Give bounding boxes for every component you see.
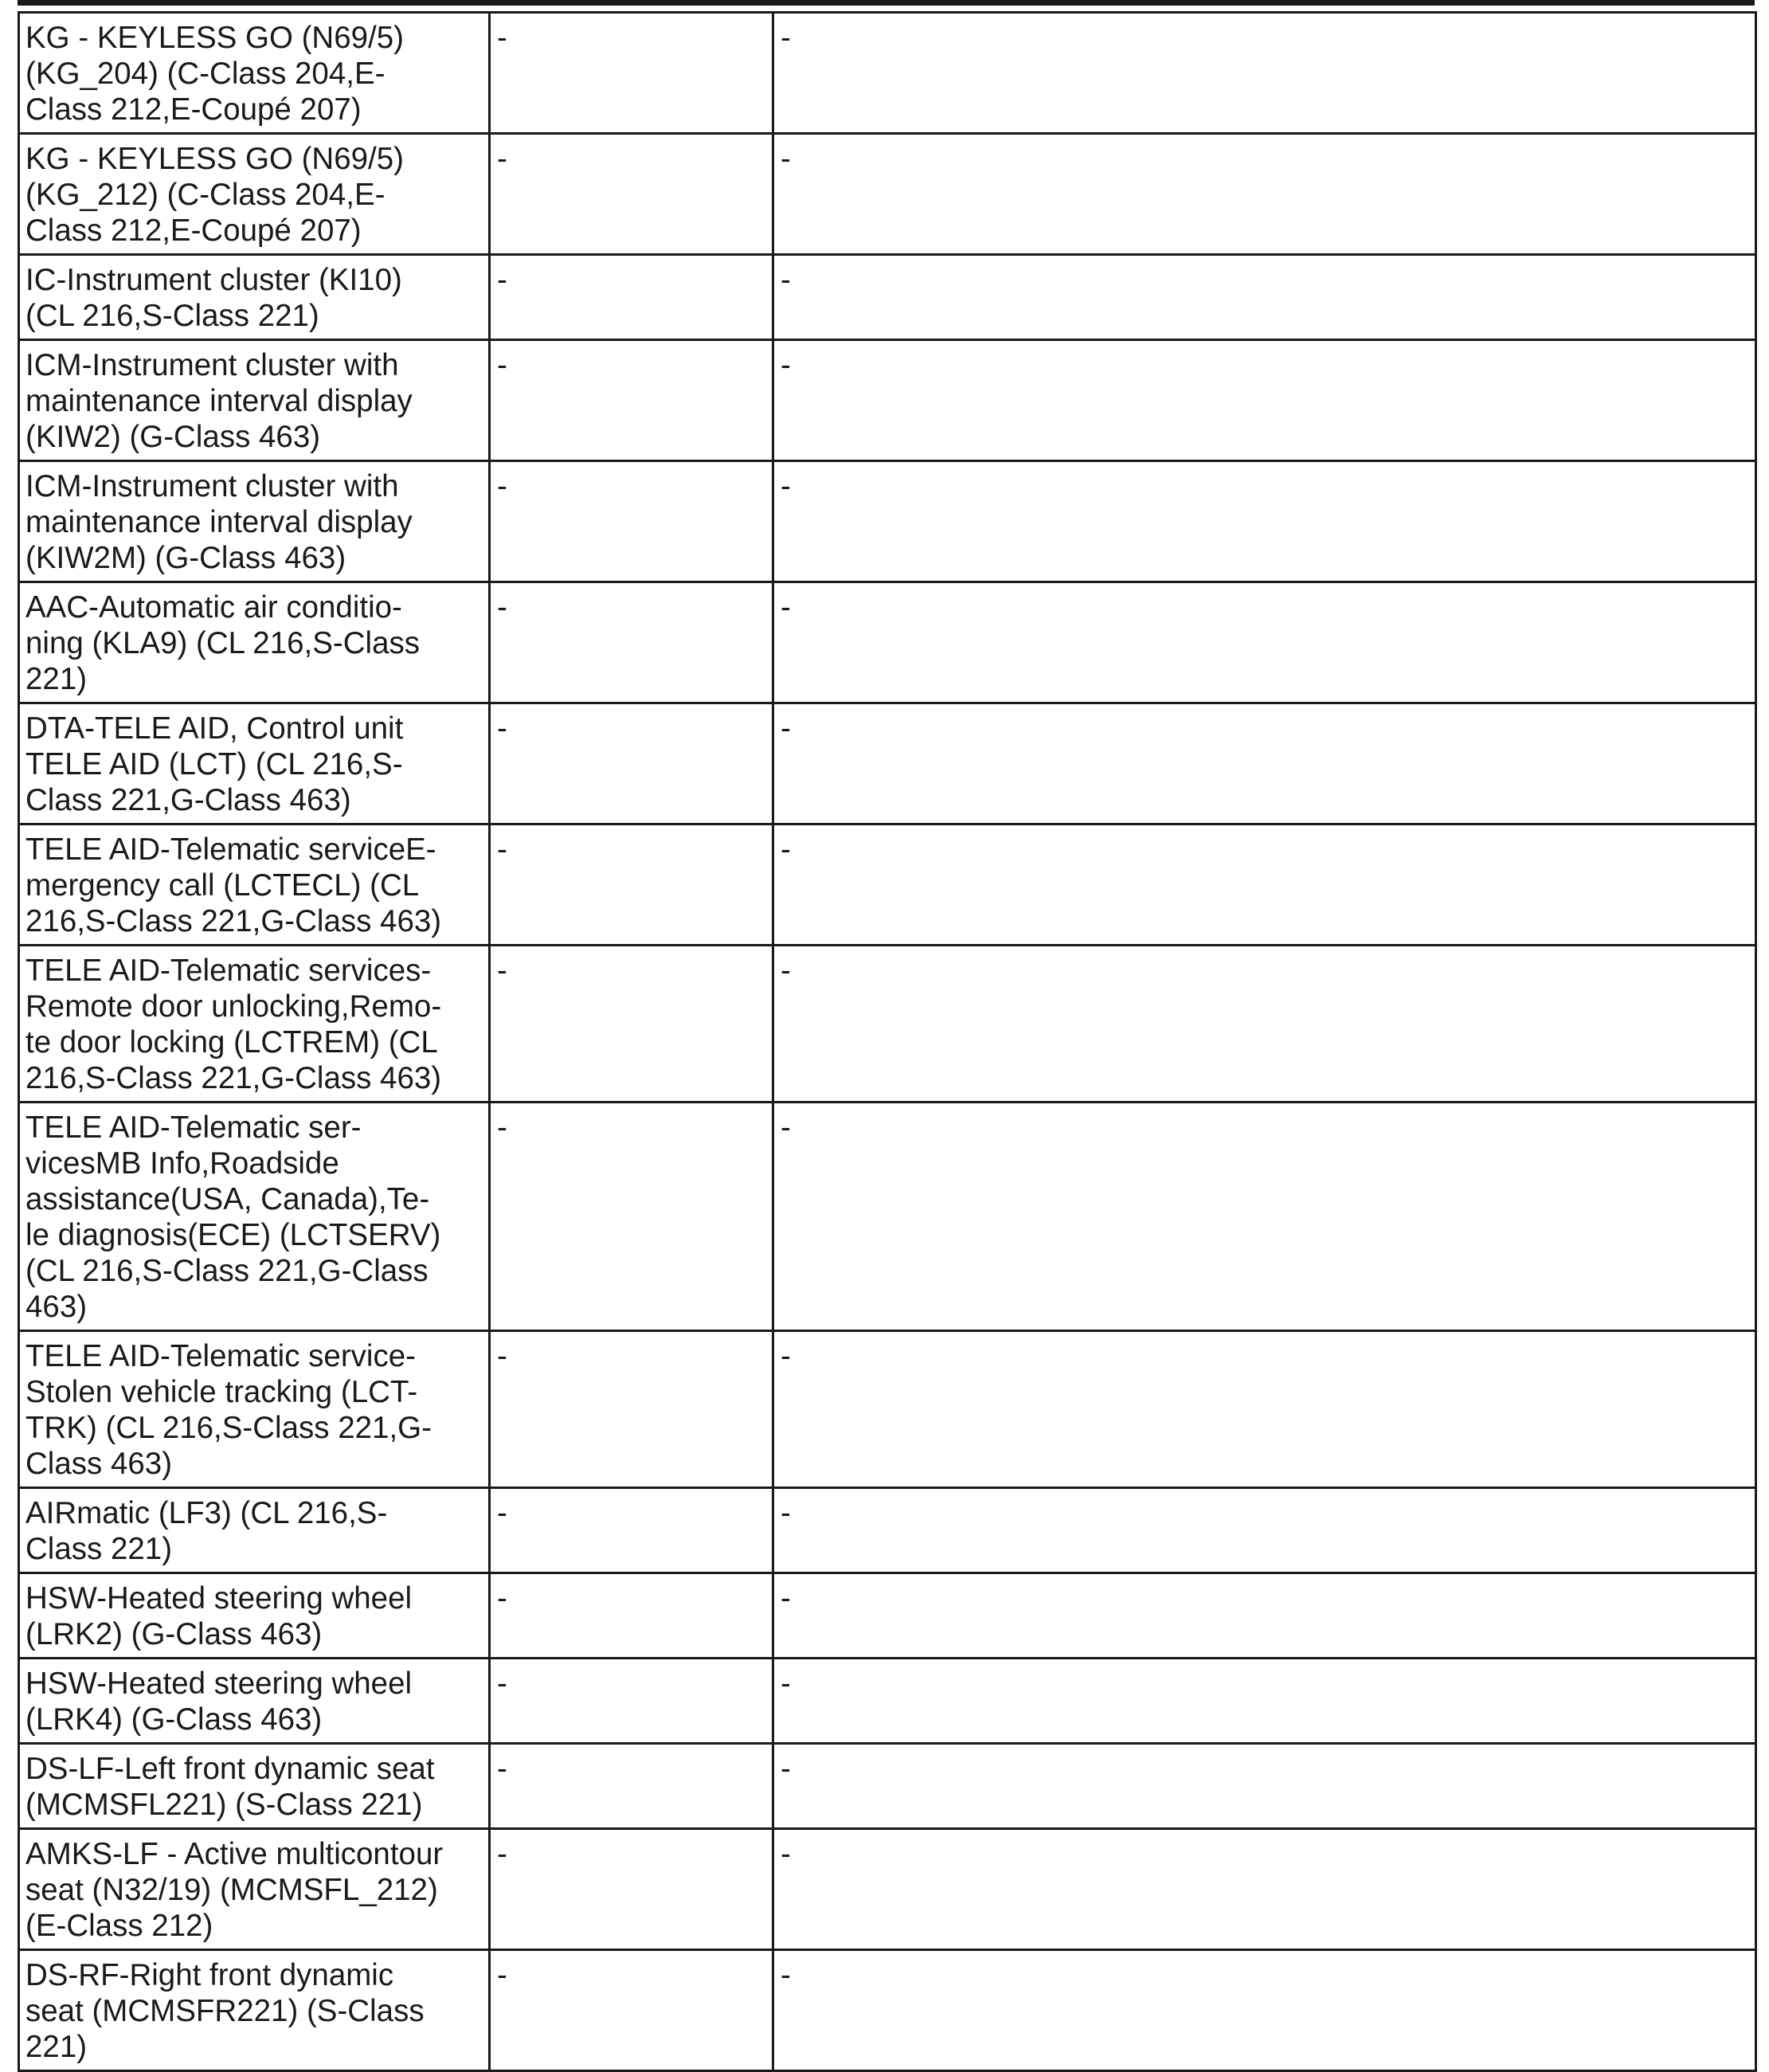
cell-line: Stolen vehicle tracking (LCT- — [25, 1375, 418, 1409]
control-unit-cell — [19, 1103, 490, 1331]
value-cell: - — [773, 134, 1756, 255]
table-row — [19, 1950, 1756, 2071]
control-unit-cell — [19, 340, 490, 461]
cell-line: TELE AID-Telematic serviceE- — [25, 832, 436, 867]
value-cell: - — [490, 1950, 773, 2071]
top-rule — [18, 0, 1755, 6]
value-cell: - — [490, 946, 773, 1103]
cell-line: 216,S-Class 221,G-Class 463) — [25, 1061, 442, 1095]
value-cell: - — [773, 255, 1756, 340]
cell-line: Class 212,E-Coupé 207) — [25, 92, 362, 127]
cell-line: (MCMSFL221) (S-Class 221) — [25, 1788, 423, 1822]
cell-line: IC-Instrument cluster (KI10) — [25, 263, 402, 297]
value-cell: - — [773, 1103, 1756, 1331]
value-cell: - — [773, 461, 1756, 582]
cell-line: (KIW2M) (G-Class 463) — [25, 541, 346, 575]
cell-line: 463) — [25, 1290, 88, 1324]
value-cell: - — [773, 1573, 1756, 1659]
control-unit-cell — [19, 255, 490, 340]
cell-line: maintenance interval display — [25, 384, 413, 418]
cell-line: te door locking (LCTREM) (CL — [25, 1025, 438, 1060]
cell-line: TELE AID-Telematic services- — [25, 954, 432, 988]
cell-line: le diagnosis(ECE) (LCTSERV) — [25, 1218, 441, 1252]
value-cell: - — [773, 1829, 1756, 1950]
value-cell: - — [773, 582, 1756, 703]
value-cell: - — [773, 1331, 1756, 1488]
table-row — [19, 255, 1756, 340]
cell-line: (E-Class 212) — [25, 1909, 213, 1943]
value-cell: - — [490, 13, 773, 134]
table-row — [19, 824, 1756, 946]
cell-line: ning (KLA9) (CL 216,S-Class — [25, 626, 421, 660]
value-cell: - — [490, 824, 773, 946]
cell-line: ICM-Instrument cluster with — [25, 469, 399, 503]
table-row — [19, 946, 1756, 1103]
control-unit-cell — [19, 1331, 490, 1488]
cell-line: ICM-Instrument cluster with — [25, 348, 399, 382]
cell-line: Class 212,E-Coupé 207) — [25, 213, 362, 248]
cell-line: (CL 216,S-Class 221) — [25, 299, 319, 333]
value-cell: - — [490, 582, 773, 703]
cell-line: KG - KEYLESS GO (N69/5) — [25, 142, 404, 176]
cell-line: HSW-Heated steering wheel — [25, 1581, 413, 1616]
table-row — [19, 703, 1756, 824]
table-row — [19, 340, 1756, 461]
table-row — [19, 1488, 1756, 1573]
control-unit-cell — [19, 13, 490, 134]
control-unit-cell — [19, 461, 490, 582]
cell-line: vicesMB Info,Roadside — [25, 1146, 339, 1181]
value-cell: - — [490, 1659, 773, 1744]
cell-line: DTA-TELE AID, Control unit — [25, 711, 404, 746]
cell-line: mergency call (LCTECL) (CL — [25, 868, 420, 903]
value-cell: - — [490, 461, 773, 582]
cell-line: KG - KEYLESS GO (N69/5) — [25, 21, 404, 55]
cell-line: 221) — [25, 662, 88, 696]
cell-line: Remote door unlocking,Remo- — [25, 989, 442, 1024]
value-cell: - — [773, 1744, 1756, 1829]
cell-line: TRK) (CL 216,S-Class 221,G- — [25, 1411, 432, 1445]
value-cell: - — [773, 340, 1756, 461]
value-cell: - — [773, 1659, 1756, 1744]
value-cell: - — [490, 1744, 773, 1829]
control-unit-cell — [19, 1829, 490, 1950]
control-unit-cell — [19, 1573, 490, 1659]
cell-line: HSW-Heated steering wheel — [25, 1667, 413, 1701]
control-unit-cell — [19, 582, 490, 703]
control-unit-cell — [19, 946, 490, 1103]
value-cell: - — [773, 946, 1756, 1103]
cell-line: AIRmatic (LF3) (CL 216,S- — [25, 1496, 388, 1530]
cell-line: Class 463) — [25, 1447, 173, 1481]
control-unit-table — [18, 11, 1757, 2072]
value-cell: - — [490, 1331, 773, 1488]
control-unit-cell — [19, 1950, 490, 2071]
cell-line: 216,S-Class 221,G-Class 463) — [25, 904, 442, 938]
control-unit-cell — [19, 1744, 490, 1829]
cell-line: 221) — [25, 2030, 88, 2064]
table-row — [19, 13, 1756, 134]
value-cell: - — [490, 1103, 773, 1331]
table-row — [19, 134, 1756, 255]
table-row — [19, 1829, 1756, 1950]
value-cell: - — [490, 703, 773, 824]
cell-line: TELE AID-Telematic service- — [25, 1339, 416, 1373]
control-unit-cell — [19, 703, 490, 824]
cell-line: (KG_204) (C-Class 204,E- — [25, 57, 386, 91]
table-body — [19, 13, 1756, 2071]
value-cell: - — [490, 340, 773, 461]
control-unit-cell — [19, 134, 490, 255]
cell-line: AAC-Automatic air conditio- — [25, 590, 402, 625]
value-cell: - — [773, 1950, 1756, 2071]
cell-line: AMKS-LF - Active multicontour — [25, 1837, 444, 1871]
table-row — [19, 1659, 1756, 1744]
cell-line: seat (MCMSFR221) (S-Class — [25, 1994, 425, 2028]
control-unit-cell — [19, 1659, 490, 1744]
cell-line: Class 221,G-Class 463) — [25, 783, 351, 817]
cell-line: (KIW2) (G-Class 463) — [25, 420, 321, 454]
cell-line: maintenance interval display — [25, 505, 413, 539]
control-unit-cell — [19, 1488, 490, 1573]
cell-line: TELE AID (LCT) (CL 216,S- — [25, 747, 403, 781]
cell-line: DS-LF-Left front dynamic seat — [25, 1752, 435, 1786]
control-unit-cell — [19, 824, 490, 946]
value-cell: - — [490, 255, 773, 340]
cell-line: Class 221) — [25, 1532, 173, 1566]
value-cell: - — [773, 1488, 1756, 1573]
table-row — [19, 461, 1756, 582]
value-cell: - — [490, 1573, 773, 1659]
cell-line: DS-RF-Right front dynamic — [25, 1958, 394, 1992]
cell-line: seat (N32/19) (MCMSFL_212) — [25, 1873, 438, 1907]
table-row — [19, 1331, 1756, 1488]
cell-line: (LRK2) (G-Class 463) — [25, 1617, 323, 1651]
table-row — [19, 582, 1756, 703]
table-row — [19, 1744, 1756, 1829]
value-cell: - — [490, 1488, 773, 1573]
cell-line: TELE AID-Telematic ser- — [25, 1110, 362, 1145]
cell-line: (CL 216,S-Class 221,G-Class — [25, 1254, 429, 1288]
cell-line: (LRK4) (G-Class 463) — [25, 1702, 323, 1737]
value-cell: - — [773, 824, 1756, 946]
value-cell: - — [490, 134, 773, 255]
table-row — [19, 1103, 1756, 1331]
cell-line: (KG_212) (C-Class 204,E- — [25, 178, 386, 212]
table-row — [19, 1573, 1756, 1659]
cell-line: assistance(USA, Canada),Te- — [25, 1182, 430, 1216]
value-cell: - — [773, 13, 1756, 134]
value-cell: - — [490, 1829, 773, 1950]
value-cell: - — [773, 703, 1756, 824]
